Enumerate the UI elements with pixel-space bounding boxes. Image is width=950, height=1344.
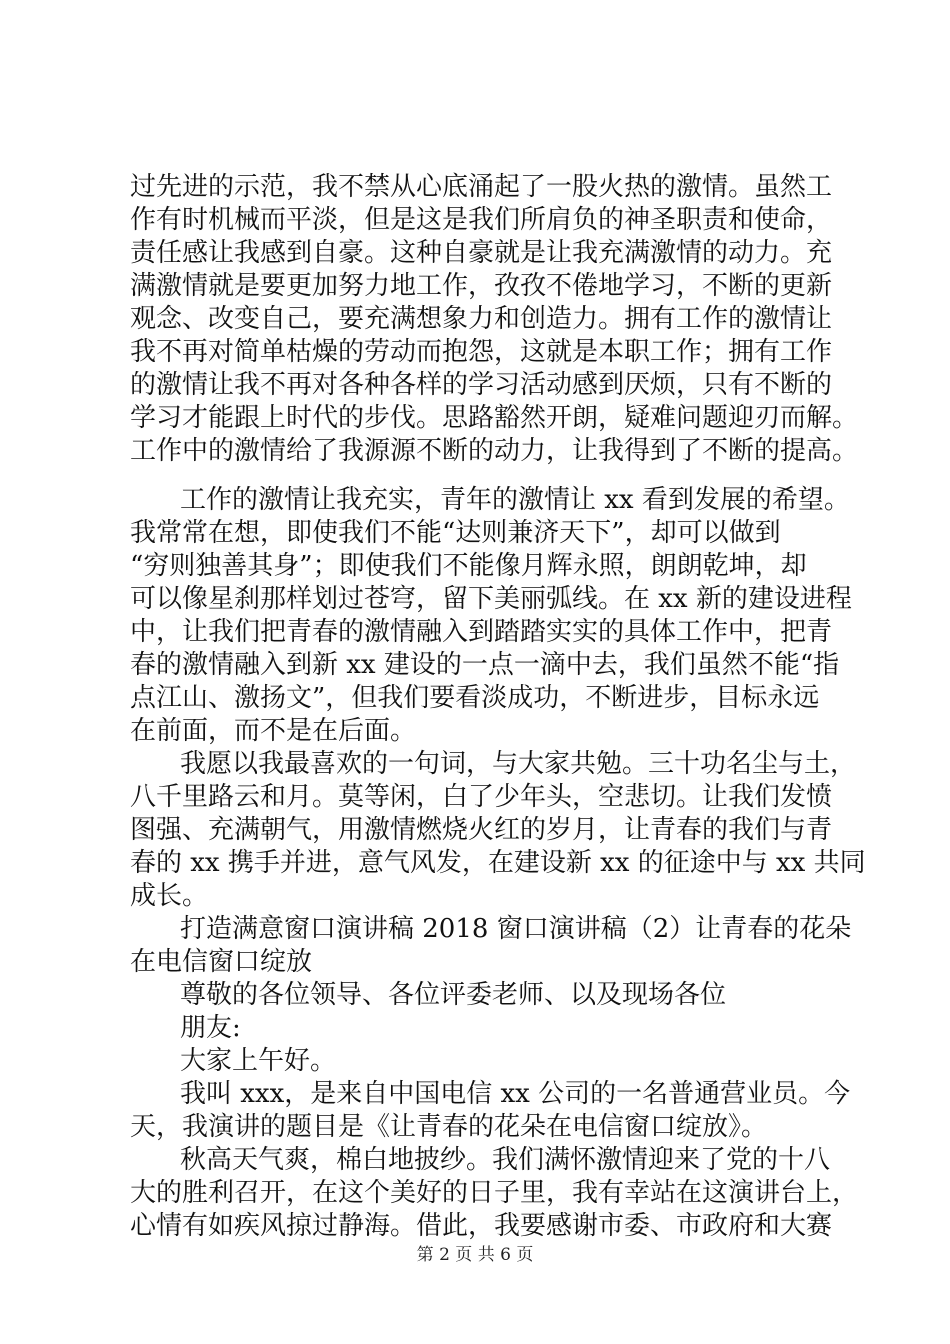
greeting-line: 尊敬的各位领导、各位评委老师、以及现场各位 [180, 980, 727, 1010]
paragraph-line: 学习才能跟上时代的步伐。思路豁然开朗，疑难问题迎刃而解。 [130, 403, 859, 433]
paragraph-line: 过先进的示范，我不禁从心底涌起了一股火热的激情。虽然工 [130, 172, 833, 202]
paragraph-line: 春的 xx 携手并进，意气风发，在建设新 xx 的征途中与 xx 共同 [130, 848, 866, 878]
paragraph-line: 的激情让我不再对各种各样的学习活动感到厌烦，只有不断的 [130, 370, 833, 400]
paragraph-line: 我不再对简单枯燥的劳动而抱怨，这就是本职工作；拥有工作 [130, 337, 833, 367]
greeting-line: 大家上午好。 [180, 1046, 337, 1076]
paragraph-line: 我叫 xxx，是来自中国电信 xx 公司的一名普通营业员。今 [180, 1079, 851, 1109]
paragraph-line: 图强、充满朝气，用激情燃烧火红的岁月，让青春的我们与青 [130, 815, 833, 845]
paragraph-line: 我愿以我最喜欢的一句词，与大家共勉。三十功名尘与土， [180, 749, 857, 779]
paragraph-line: “穷则独善其身”；即使我们不能像月辉永照，朗朗乾坤，却 [130, 551, 807, 581]
paragraph-line: 满激情就是要更加努力地工作，孜孜不倦地学习，不断的更新 [130, 271, 833, 301]
paragraph-line: 责任感让我感到自豪。这种自豪就是让我充满激情的动力。充 [130, 238, 833, 268]
paragraph-line: 天，我演讲的题目是《让青春的花朵在电信窗口绽放》。 [130, 1112, 768, 1142]
paragraph-line: 八千里路云和月。莫等闲，白了少年头，空悲切。让我们发愤 [130, 782, 833, 812]
paragraph-line: 春的激情融入到新 xx 建设的一点一滴中去，我们虽然不能“指 [130, 650, 840, 680]
paragraph-line: 秋高天气爽，棉白地披纱。我们满怀激情迎来了党的十八 [180, 1145, 831, 1175]
paragraph-line: 工作的激情让我充实，青年的激情让 xx 看到发展的希望。 [180, 485, 850, 515]
paragraph-line: 我常常在想，即使我们不能“达则兼济天下”，却可以做到 [130, 518, 781, 548]
paragraph-line: 工作中的激情给了我源源不断的动力，让我得到了不断的提高。 [130, 436, 859, 466]
speech-title-line: 打造满意窗口演讲稿 2018 窗口演讲稿（2）让青春的花朵 [180, 914, 852, 944]
paragraph-line: 大的胜利召开，在这个美好的日子里，我有幸站在这演讲台上， [130, 1178, 859, 1208]
paragraph-line: 观念、改变自己，要充满想象力和创造力。拥有工作的激情让 [130, 304, 833, 334]
paragraph-line: 点江山、激扬文”，但我们要看淡成功，不断进步，目标永远 [130, 683, 820, 713]
paragraph-line: 中，让我们把青春的激情融入到踏踏实实的具体工作中，把青 [130, 617, 833, 647]
page-number-footer: 第 2 页 共 6 页 [416, 1245, 534, 1265]
paragraph-line: 在前面，而不是在后面。 [130, 716, 417, 746]
paragraph-line: 可以像星刹那样划过苍穹，留下美丽弧线。在 xx 新的建设进程 [130, 584, 852, 614]
paragraph-line: 作有时机械而平淡，但是这是我们所肩负的神圣职责和使命， [130, 205, 833, 235]
paragraph-line: 心情有如疾风掠过静海。借此，我要感谢市委、市政府和大赛 [130, 1211, 833, 1241]
paragraph-line: 成长。 [130, 881, 209, 911]
speech-title-line: 在电信窗口绽放 [130, 947, 313, 977]
greeting-line: 朋友: [180, 1013, 241, 1043]
